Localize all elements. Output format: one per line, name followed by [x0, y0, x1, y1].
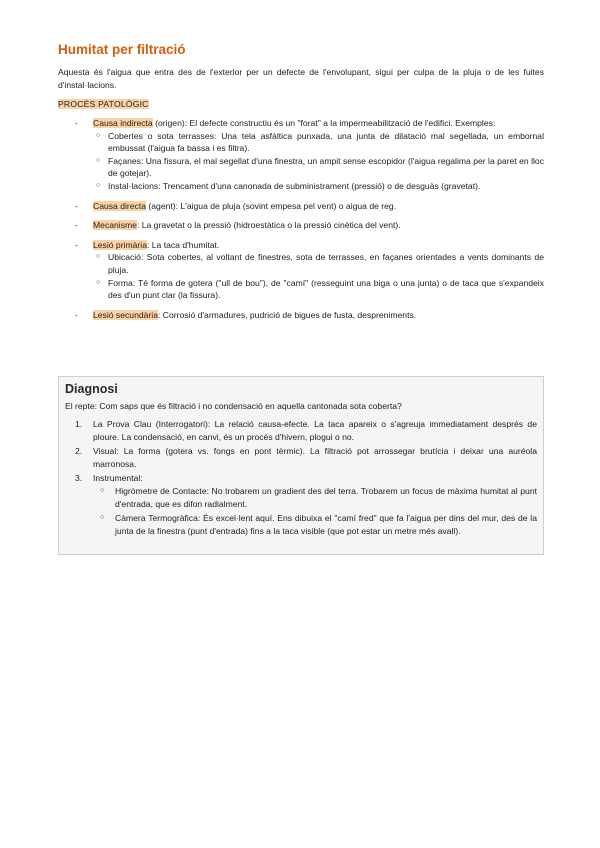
circle-bullet-icon: ○ — [100, 514, 105, 522]
diagnosi-item — [65, 445, 537, 470]
sub-item: ○ Forma: Té forma de gotera ("ull de bou"), de "camí" (resseguint una biga o una junta) o de taca que s'expandeix des d'un punt clar (la fissura). — [96, 277, 544, 301]
list-item — [58, 309, 544, 322]
item-term: Causa directa — [93, 200, 147, 211]
diagnosi-title: Diagnosi — [65, 382, 118, 396]
diagnosi-item-text: La Prova Clau (Interrogatori): La relació causa-efecte. La taca apareix o s'agreuja immediatament després de ploure. La condensació, en canvi, és un procés d'hivern, plogui o no. — [93, 419, 537, 442]
sub-list — [93, 130, 544, 193]
diagnosi-intro: El repte: Com saps que és filtració i no condensació en aquella cantonada sota coberta? — [65, 401, 402, 411]
sub-item: ○ Instal·lacions: Trencament d'una canonada de subministrament (pressió) o de desguàs (gravetat). — [96, 180, 481, 191]
section-label — [58, 98, 149, 110]
list-item — [58, 239, 544, 302]
item-term: Lesió primària — [93, 239, 147, 250]
section-label-text: PROCÉS PATOLÒGIC — [58, 99, 149, 109]
item-text: : La taca d'humitat. — [146, 239, 220, 250]
circle-bullet-icon: ○ — [100, 486, 105, 494]
diagnosi-sub-list — [93, 485, 537, 537]
diagnosi-sub-item: ○ Càmera Termogràfica: És excel·lent aquí. Ens dibuixa el "camí fred" que fa l'aigua per dins del mur, des de la junta de la finestra (punt d'entrada) fins a la taca visible (que pot estar un metre més avall). — [100, 513, 537, 536]
item-text: (agent): L'aigua de pluja (sovint empesa pel vent) o aigua de reg. — [146, 200, 397, 211]
sub-list — [93, 251, 544, 301]
diagnosi-list — [65, 418, 537, 539]
dash-bullet: - — [75, 118, 78, 128]
item-text: : Corrosió d'armadures, pudrició de bigues de fusta, despreniments. — [157, 309, 417, 320]
item-number: 3. — [75, 473, 83, 484]
circle-bullet-icon: ○ — [96, 181, 101, 189]
circle-bullet-icon: ○ — [96, 156, 101, 164]
sub-item: ○ Cobertes o sota terrasses: Una tela asfàltica punxada, una junta de dilatació mal segellada, un embornal embussat (l'aigua fa bassa i es filtra). — [96, 130, 544, 154]
intro-paragraph: Aquesta és l'aigua que entra des de l'exterior per un defecte de l'envolupant, sigui per culpa de la pluja o de les fuites d'instal·lacions. — [58, 67, 544, 90]
circle-bullet-icon: ○ — [96, 131, 101, 139]
diagnosi-item — [65, 472, 537, 537]
item-text: (origen): El defecte constructiu és un "forat" a la impermeabilització de l'edifici. Exemples: — [152, 118, 496, 128]
item-term: Lesió secundària — [93, 309, 158, 320]
diagnosi-item-text: Visual: La forma (gotera vs. fongs en pont tèrmic). La filtració pot arrossegar brutícia i deixar una auréola marronosa. — [93, 446, 537, 469]
item-term: Causa indirecta — [93, 118, 153, 128]
list-item — [58, 117, 544, 193]
item-term: Mecanisme — [93, 220, 137, 231]
sub-item: ○ Façanes: Una fissura, el mal segellat d'una finestra, un ampit sense escopidor (l'aigua regalima per la paret en lloc de gotejar). — [96, 155, 544, 179]
list-item — [58, 219, 544, 232]
diagnosi-sub-item: ○ Higròmetre de Contacte: No trobarem un gradient des del terra. Trobarem un focus de màxima humitat al punt d'entrada, que es difon radialment. — [100, 485, 537, 509]
dash-bullet: - — [75, 309, 78, 320]
dash-bullet: - — [75, 200, 78, 211]
item-number: 2. — [75, 446, 83, 457]
dash-bullet: - — [75, 239, 78, 250]
diagnosi-box — [58, 376, 544, 555]
dash-bullet: - — [75, 220, 78, 231]
diagnosi-item — [65, 418, 537, 443]
circle-bullet-icon: ○ — [96, 278, 101, 286]
item-text: : La gravetat o la pressió (hidroestàtica o la pressió cinètica del vent). — [136, 220, 401, 231]
circle-bullet-icon: ○ — [96, 253, 101, 261]
pathology-list — [58, 117, 544, 328]
sub-item: ○ Ubicació: Sota cobertes, al voltant de finestres, sota de terrasses, en façanes orientades a vents dominants de pluja. — [96, 252, 544, 275]
diagnosi-item-text: Instrumental: — [93, 473, 143, 484]
page-title: Humitat per filtració — [58, 42, 186, 57]
item-number: 1. — [75, 419, 83, 429]
list-item — [58, 200, 544, 213]
